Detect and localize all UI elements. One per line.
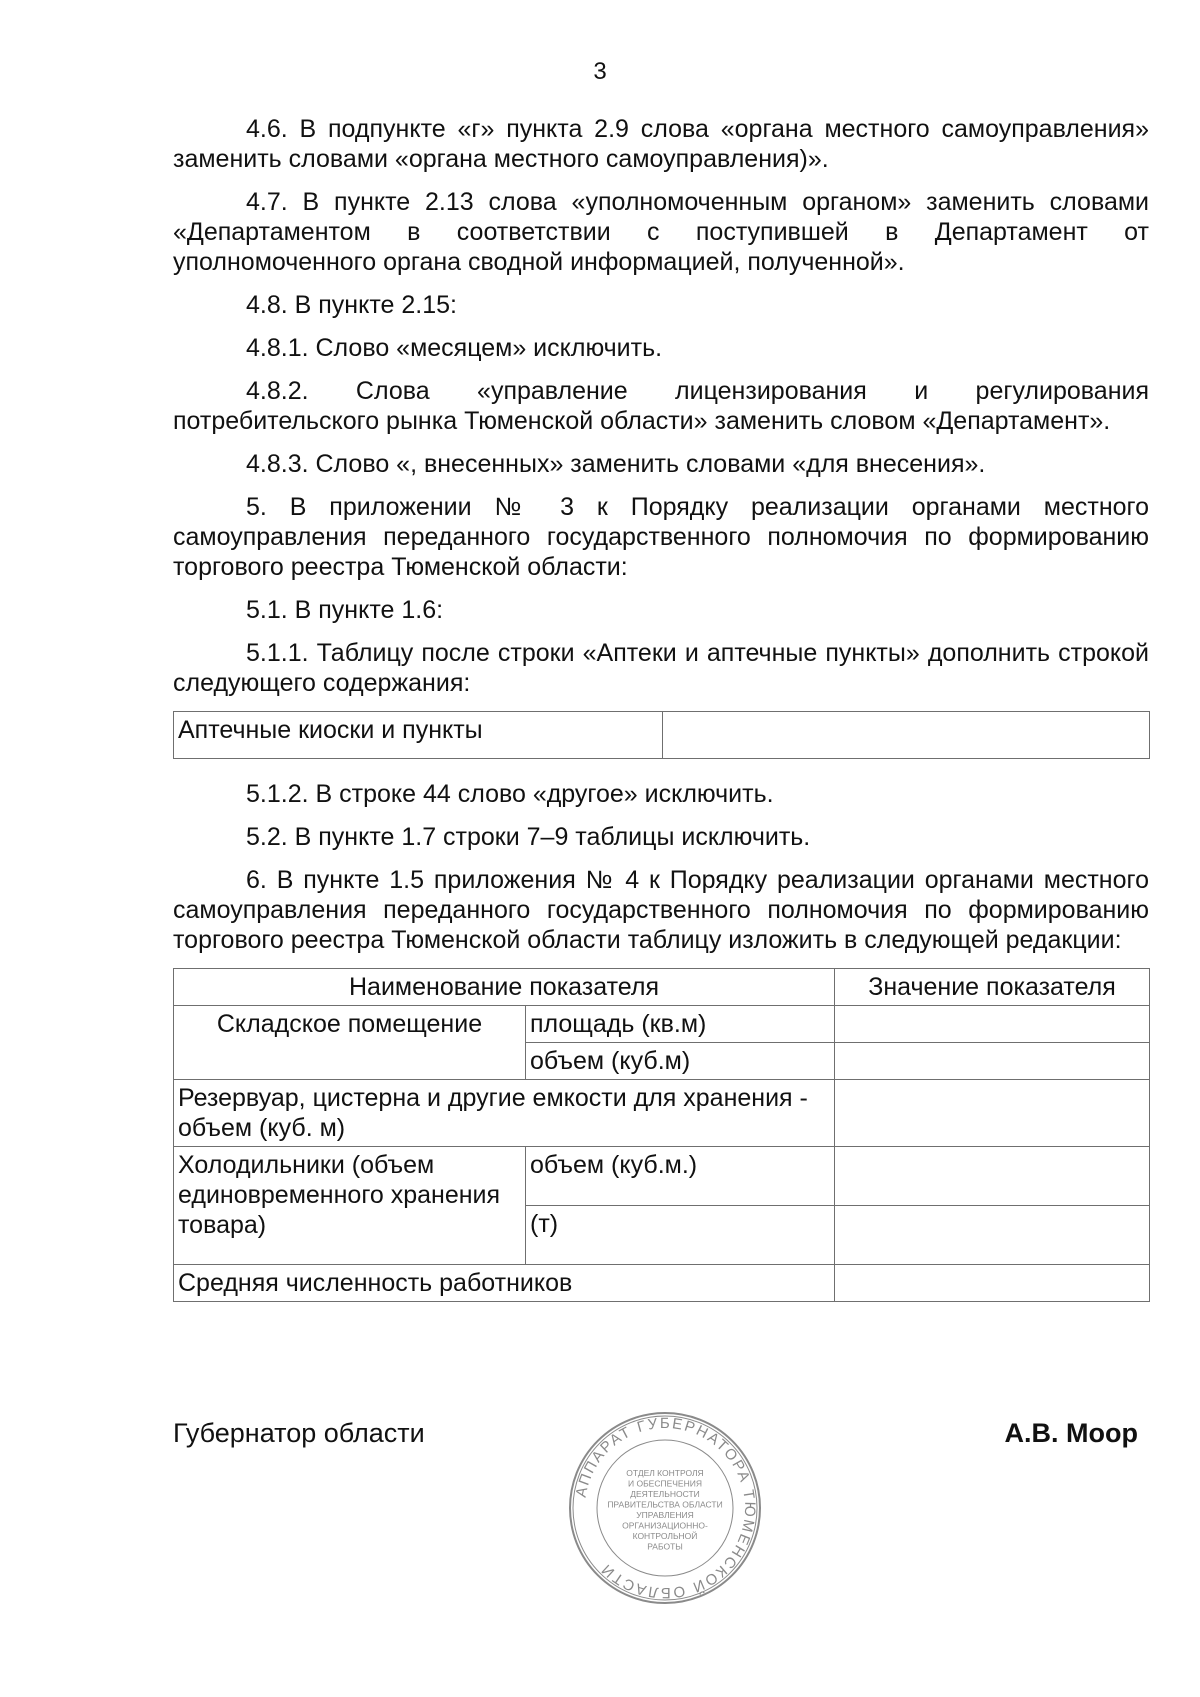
document-body: [173, 114, 1149, 1322]
employees-cell: Средняя численность работников: [174, 1265, 835, 1302]
stamp-inner-line: УПРАВЛЕНИЯ: [636, 1510, 694, 1520]
stamp-inner-line: КОНТРОЛЬНОЙ: [632, 1531, 698, 1541]
page-number: 3: [593, 58, 607, 85]
stamp-inner-line: ПРАВИТЕЛЬСТВА ОБЛАСТИ: [607, 1499, 723, 1510]
stamp-outer-text: АППАРАТ ГУБЕРНАТОРА ТЮМЕНСКОЙ ОБЛАСТИ: [572, 1414, 759, 1602]
table-row: [174, 1265, 1150, 1302]
signatory-title: Губернатор области: [173, 1418, 425, 1448]
header-indicator-value: Значение показателя: [835, 969, 1150, 1006]
paragraph-4-8-3: 4.8.3. Слово «, внесенных» заменить словами «для внесения».: [246, 450, 986, 478]
fridges-cell: Холодильники (объем единовременного хранения товара): [174, 1147, 526, 1265]
paragraph-4-8-2: 4.8.2. Слова «управление лицензирования и регулирования потребительского рынка Тюменской области» заменить словом «Департамент».: [173, 377, 1149, 435]
paragraph-4-7: 4.7. В пункте 2.13 слова «уполномоченным органом» заменить словами «Департаментом в соответствии с поступившей в Департамент от уполномоченного органа сводной информацией, полученной».: [173, 188, 1149, 276]
paragraph-4-6: 4.6. В подпункте «г» пункта 2.9 слова «органа местного самоуправления» заменить словами «органа местного самоуправления)».: [173, 115, 1149, 173]
paragraph-5-2: 5.2. В пункте 1.7 строки 7–9 таблицы исключить.: [246, 823, 811, 851]
area-cell: площадь (кв.м): [526, 1006, 835, 1043]
stamp-inner-line: ОТДЕЛ КОНТРОЛЯ: [626, 1468, 704, 1478]
paragraph-4-8: 4.8. В пункте 2.15:: [246, 291, 457, 319]
value-cell: [835, 1206, 1150, 1265]
paragraph-5-1: 5.1. В пункте 1.6:: [246, 596, 444, 624]
value-cell: [835, 1006, 1150, 1043]
official-stamp: [565, 1408, 765, 1608]
header-indicator-name: Наименование показателя: [174, 969, 835, 1006]
stamp-inner-text: [607, 1468, 722, 1552]
table-row: [174, 1006, 1150, 1043]
paragraph-5-1-1: 5.1.1. Таблицу после строки «Аптеки и аптечные пункты» дополнить строкой следующего содержания:: [173, 639, 1149, 697]
stamp-inner-line: ДЕЯТЕЛЬНОСТИ: [630, 1489, 700, 1499]
signatory-name: А.В. Моор: [1004, 1418, 1138, 1448]
table-row: [174, 712, 1150, 759]
stamp-inner-line: ОРГАНИЗАЦИОННО-: [622, 1520, 708, 1531]
warehouse-cell: Складское помещение: [174, 1006, 526, 1080]
fridge-tons-cell: (т): [526, 1206, 835, 1265]
indicators-table: [173, 968, 1150, 1302]
paragraph-5: 5. В приложении № 3 к Порядку реализации органами местного самоуправления переданного государственного полномочия по формированию торгового реестра Тюменской области:: [173, 493, 1149, 581]
paragraph-5-1-2: 5.1.2. В строке 44 слово «другое» исключить.: [246, 780, 774, 808]
volume-cell: объем (куб.м): [526, 1043, 835, 1080]
table-cell-value: [663, 712, 1150, 759]
table-header-row: [174, 969, 1150, 1006]
table-row: [174, 1147, 1150, 1206]
stamp-inner-line: РАБОТЫ: [647, 1541, 683, 1552]
paragraph-4-8-1: 4.8.1. Слово «месяцем» исключить.: [246, 334, 663, 362]
value-cell: [835, 1147, 1150, 1206]
stamp-inner-line: И ОБЕСПЕЧЕНИЯ: [628, 1478, 702, 1489]
reservoir-cell: Резервуар, цистерна и другие емкости для хранения - объем (куб. м): [174, 1080, 835, 1147]
table-cell-name: Аптечные киоски и пункты: [174, 712, 663, 759]
table-row: [174, 1080, 1150, 1147]
value-cell: [835, 1265, 1150, 1302]
paragraph-6: 6. В пункте 1.5 приложения № 4 к Порядку реализации органами местного самоуправления переданного государственного полномочия по формированию торгового реестра Тюменской области таблицу изложить в следующей редакции:: [173, 866, 1149, 954]
pharmacy-kiosk-table: [173, 711, 1150, 759]
value-cell: [835, 1080, 1150, 1147]
fridge-volume-cell: объем (куб.м.): [526, 1147, 835, 1206]
value-cell: [835, 1043, 1150, 1080]
